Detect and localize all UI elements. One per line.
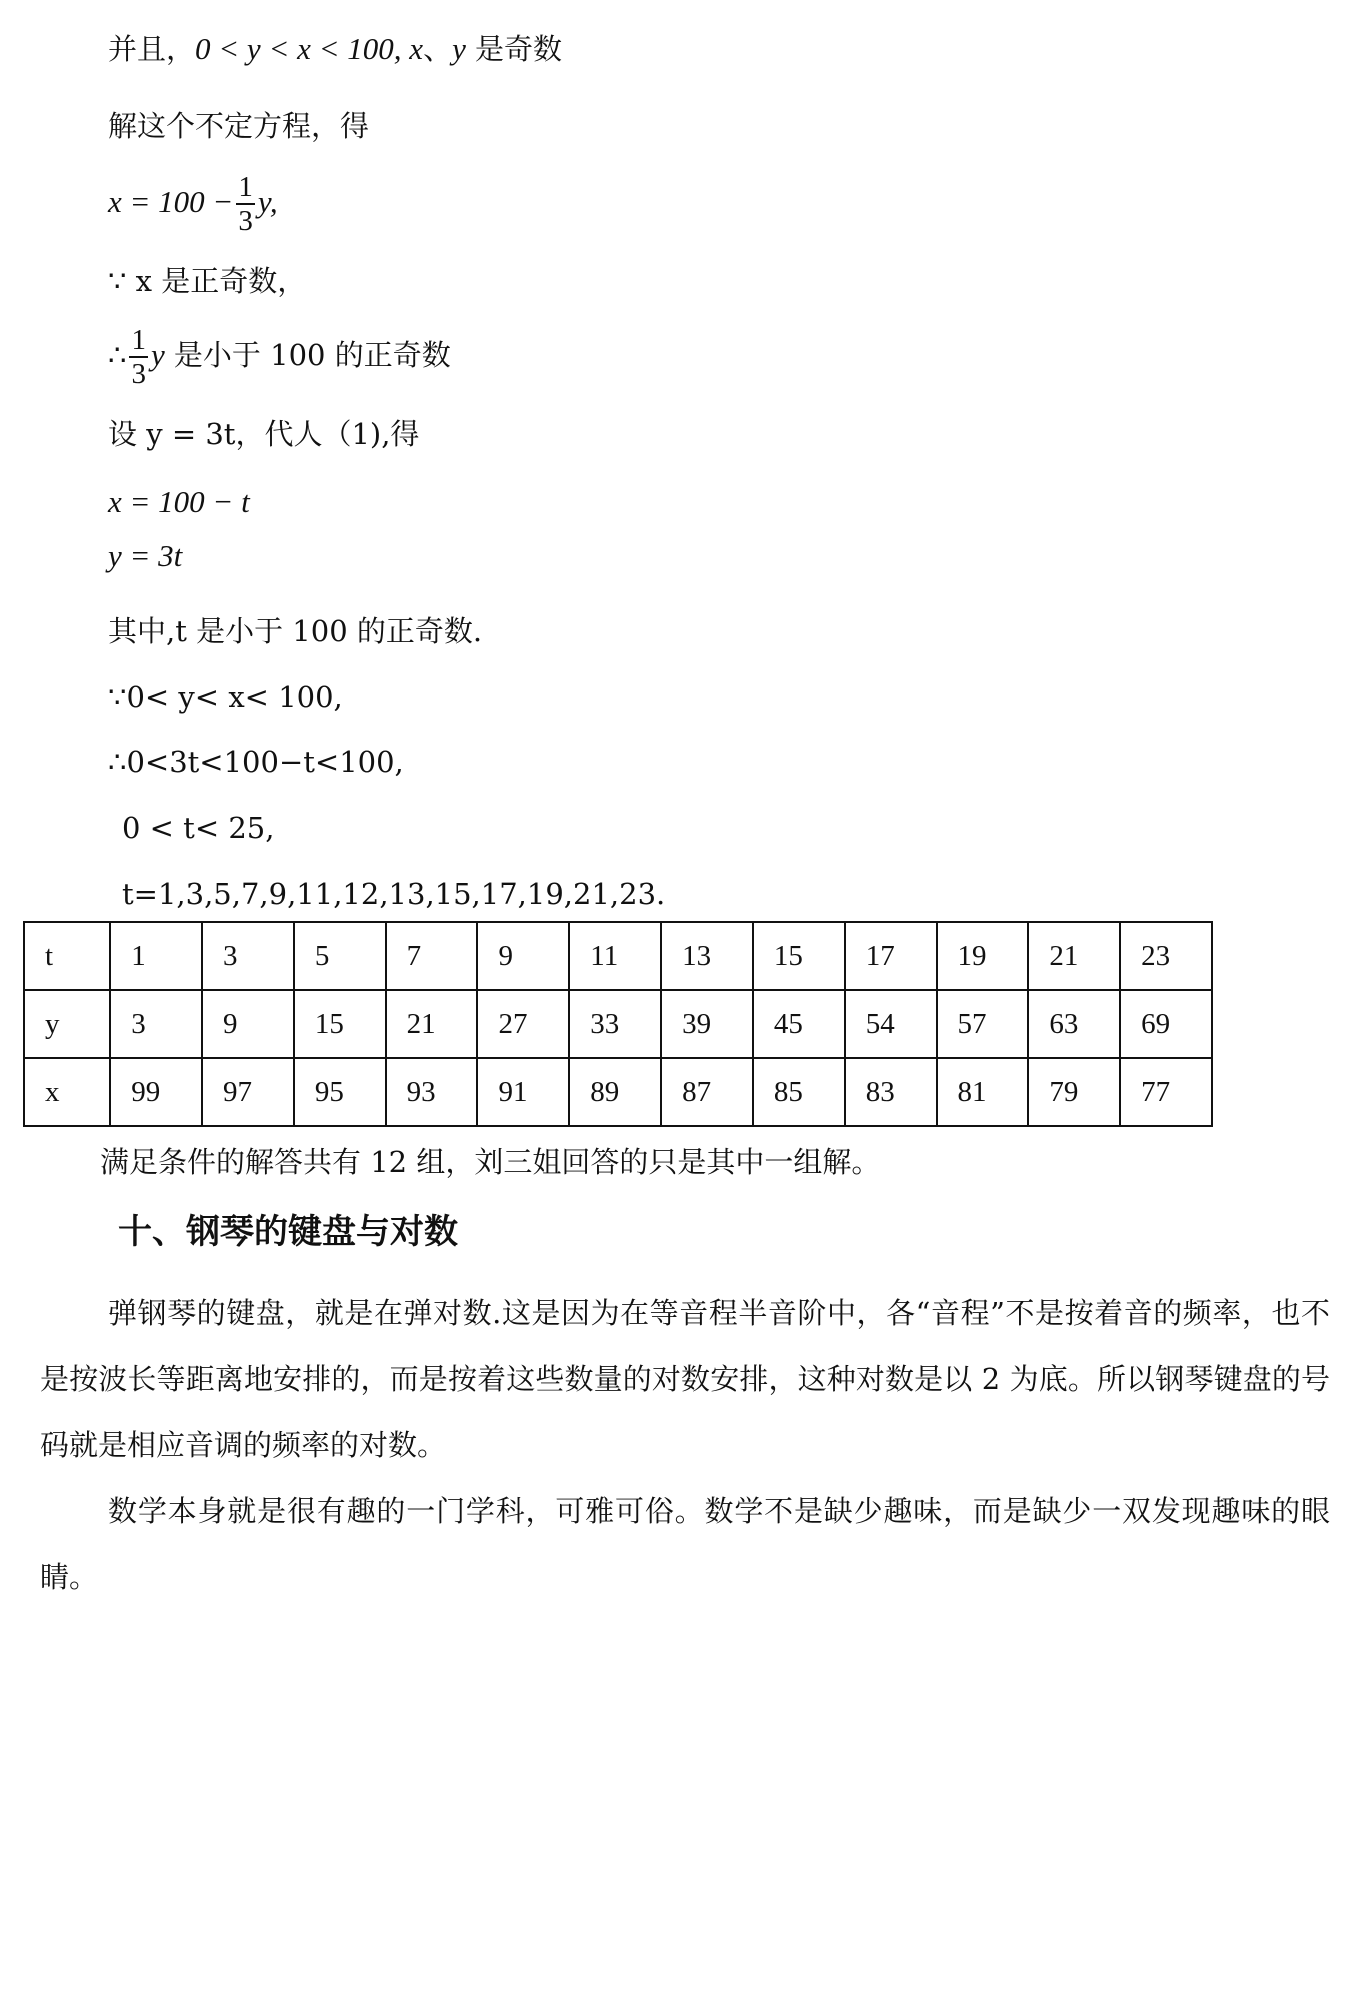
therefore-symbol: ∴ [108,338,127,372]
line-substitution: 设 y = 3t，代人（1),得 [108,417,420,451]
table-cell: 91 [477,1058,569,1126]
table-cell: 54 [845,990,937,1058]
table-cell: 19 [937,922,1029,990]
table-cell: 39 [661,990,753,1058]
table-cell: 81 [937,1058,1029,1126]
table-cell: 93 [386,1058,478,1126]
table-cell: 3 [202,922,294,990]
summary-text: 满足条件的解答共有 12 组，刘三姐回答的只是其中一组解。 [100,1145,881,1179]
table-row [24,922,1212,990]
table-cell: 7 [386,922,478,990]
table-cell: 15 [753,922,845,990]
table-cell: 79 [1028,1058,1120,1126]
fraction-numerator: 1 [238,171,253,203]
table-cell: 85 [753,1058,845,1126]
fraction-denominator: 3 [238,205,253,237]
table-cell: 3 [110,990,202,1058]
table-cell: 77 [1120,1058,1212,1126]
table-cell: 5 [294,922,386,990]
line-y-equals: y = 3t [108,538,183,573]
x-formula-left: x = 100 − [108,184,234,219]
table-cell: 11 [569,922,661,990]
table-row-label: y [24,990,110,1058]
fraction-numerator: 1 [131,324,146,356]
table-cell: 17 [845,922,937,990]
table-cell: 97 [202,1058,294,1126]
line-therefore-third-y [108,315,451,395]
solution-table [23,921,1213,1127]
table-cell: 95 [294,1058,386,1126]
table-cell: 23 [1120,922,1212,990]
line-x-equals: x = 100 − t [108,484,250,519]
line-conditions [108,30,562,68]
table-cell: 83 [845,1058,937,1126]
table-cell: 21 [1028,922,1120,990]
paragraph-interest: 数学本身就是很有趣的一门学科，可雅可俗。数学不是缺少趣味，而是缺少一双发现趣味的眼睛。 [40,1494,1330,1594]
table-cell: 69 [1120,990,1212,1058]
section-heading: 十、钢琴的键盘与对数 [118,1212,458,1252]
table-cell: 27 [477,990,569,1058]
conditions-inequality: 0 < y < x < 100, x [195,31,424,66]
table-cell: 1 [110,922,202,990]
table-cell: 89 [569,1058,661,1126]
table-cell: 9 [477,922,569,990]
line-because-odd: ∵ x 是正奇数， [108,264,307,298]
conditions-prefix: 并且， [108,32,196,66]
table-row [24,990,1212,1058]
table-row-label: x [24,1058,110,1126]
table-cell: 13 [661,922,753,990]
table-cell: 45 [753,990,845,1058]
variable-y: y [150,337,165,372]
therefore-suffix: 是小于 100 的正奇数 [164,338,451,372]
table-cell: 99 [110,1058,202,1126]
line-solve-intro: 解这个不定方程，得 [108,109,370,143]
conditions-separator: 、 [423,32,453,66]
fraction-denominator: 3 [131,358,146,390]
table-cell: 57 [937,990,1029,1058]
line-x-formula [108,162,278,242]
table-cell: 33 [569,990,661,1058]
table-row-label: t [24,922,110,990]
table-cell: 15 [294,990,386,1058]
fraction-one-third [236,171,255,237]
line-where-t: 其中,t 是小于 100 的正奇数. [108,614,483,648]
paragraph-piano: 弹钢琴的键盘，就是在弹对数.这是因为在等音程半音阶中，各“音程”不是按着音的频率，也不是按波长等距离地安排的，而是按着这些数量的对数安排，这种对数是以 2 为底。所以钢琴键盘的号码就是相应音调的频率的对数。 [40,1296,1330,1462]
table-row [24,1058,1212,1126]
conditions-suffix: 是奇数 [465,32,563,66]
table-cell: 21 [386,990,478,1058]
conditions-variable-y: y [452,31,466,66]
table-cell: 9 [202,990,294,1058]
line-t-values: t=1,3,5,7,9,11,12,13,15,17,19,21,23. [122,877,666,911]
table-cell: 87 [661,1058,753,1126]
line-t-range: 0 < t< 25, [122,811,275,845]
table-cell: 63 [1028,990,1120,1058]
x-formula-right: y, [257,184,278,219]
fraction-one-third-2 [129,324,148,390]
line-therefore-range: ∴0<3t<100−t<100, [108,745,404,779]
line-because-range: ∵0< y< x< 100, [108,680,343,714]
